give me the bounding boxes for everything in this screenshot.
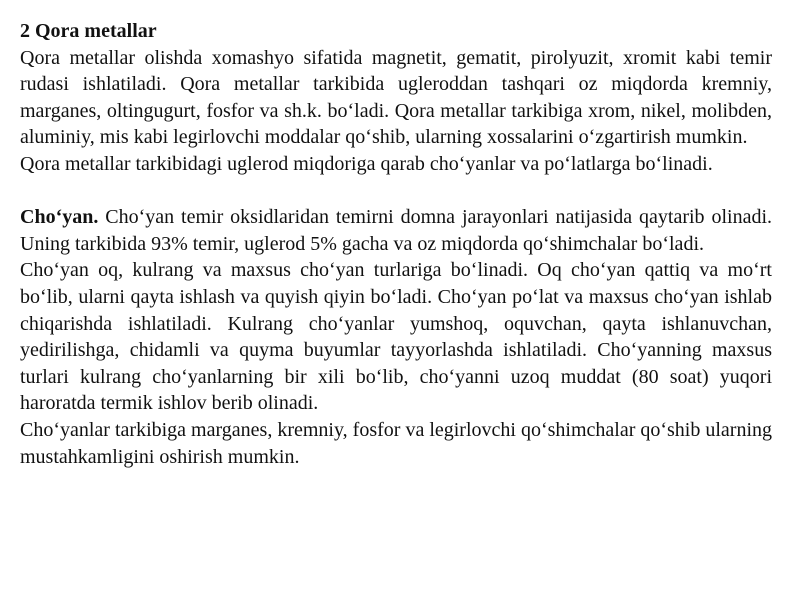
choyan-intro-text: Cho‘yan temir oksidlaridan temirni domna jarayonlari natijasida qaytarib olinadi. Uning tarkibida 93% temir, uglerod 5% gacha va oz miqdorda qo‘shimchalar bo‘ladi.	[20, 206, 772, 255]
paragraph-choyan-intro	[20, 204, 772, 257]
paragraph-choyan-types: Cho‘yan oq, kulrang va maxsus cho‘yan turlariga bo‘linadi. Oq cho‘yan qattiq va mo‘rt bo‘lib, ularni qayta ishlash va quyish qiyin bo‘ladi. Cho‘yan po‘lat va maxsus cho‘yan ishlab chiqarishda ishlatiladi. Kulrang cho‘yanlar yumshoq, oquvchan, qayta ishlanuvchan, yedirilishga, chidamli va quyma buyumlar tayyorlashda ishlatiladi. Cho‘yanning maxsus turlari kulrang cho‘yanlarning bir xili bo‘lib, cho‘yanni uzoq muddat (80 soat) yuqori haroratda termik ishlov berib olinadi.	[20, 259, 772, 415]
paragraph-choyan-additives: Cho‘yanlar tarkibiga marganes, kremniy, fosfor va legirlovchi qo‘shimchalar qo‘shib ularning mustahkamligini oshirish mumkin.	[20, 418, 773, 468]
section-heading: 2 Qora metallar	[20, 20, 157, 42]
paragraph-raw-materials: Qora metallar olishda xomashyo sifatida magnetit, gematit, pirolyuzit, xromit kabi temir rudasi ishlatiladi. Qora metallar tarkibida ugleroddan tashqari oz miqdorda kremniy, marganes, oltingugurt, fosfor va sh.k. bo‘ladi. Qora metallar tarkibiga xrom, nikel, molibden, aluminiy, mis kabi legirlovchi moddalar qo‘shib, ularning xossalarini o‘zgartirish mumkin.	[20, 46, 772, 149]
term-choyan: Cho‘yan.	[20, 206, 99, 229]
paragraph-classification: Qora metallar tarkibidagi uglerod miqdoriga qarab cho‘yanlar va po‘latlarga bo‘linadi.	[20, 152, 713, 175]
document-page	[20, 18, 772, 470]
paragraph-gap	[20, 178, 772, 205]
